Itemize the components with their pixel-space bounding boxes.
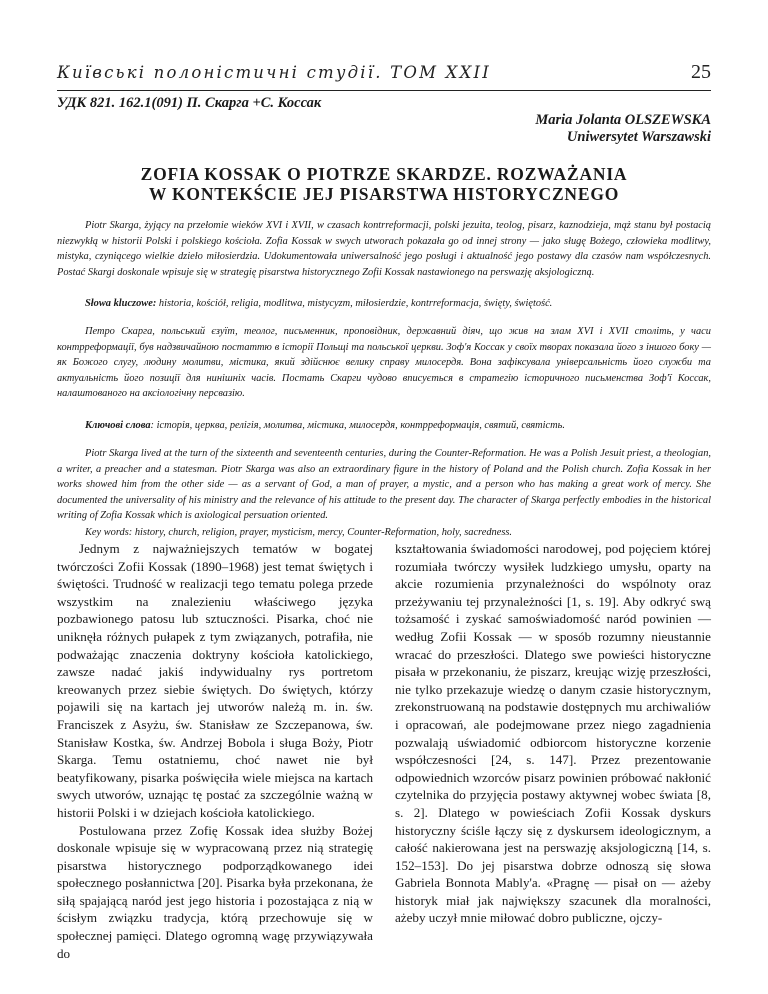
title-line-2: W KONTEKŚCIE JEJ PISARSTWA HISTORYCZNEGO <box>148 184 620 204</box>
body-column-left <box>57 540 373 962</box>
udk-classification: УДК 821. 162.1(091) П. Скарга +С. Коссак <box>57 95 322 111</box>
author-block <box>535 112 711 146</box>
body-column-right <box>395 540 711 927</box>
keywords-ukrainian-list: : історія, церква, релігія, молитва, містика, милосердя, контрреформація, святий, святість. <box>150 420 565 431</box>
running-header <box>57 62 711 91</box>
keywords-polish <box>57 296 711 312</box>
keywords-ukrainian-label: Ключові слова <box>85 420 151 431</box>
body-paragraph: kształtowania świadomości narodowej, pod pojęciem której rozumiała twórczy wysiłek ludzkiego umysłu, oparty na akcie rozumienia przynależności do wspólnoty oraz przeżywaniu tej przynależności [1, s. 19]. Aby odkryć swą tożsamość i zyskać samoświadomość naród powinien — według Zofii Kossak — w sposób rozumny nieustannie wracać do przeszłości. Dlatego swe powieści historyczne pisała w przekonaniu, że piszarz, kreując wizję przeszłości, nie tylko przekazuje wiedzę o danym czasie historycznym, zrekonstruowaną na podstawie dostępnych mu archiwaliów i opracowań, ale podejmowane przez niego zagadnienia pozwalają uświadomić odbiorcom historyczne korzenie współczesności [24, s. 147]. Przez prezentowanie odpowiednich wzorców pisarz powinien próbować nakłonić czytelnika do przyjęcia postawy aktywnej wobec świata [8, s. 2]. Dlatego w powieściach Zofii Kossak dyskurs historyczny ściśle łączy się z dyskursem ideologicznym, a całość nakierowana jest na perswazję aksjologiczną [14, s. 152–153]. Do jej pisarstwa dobrze odnoszą się słowa Gabriela Bonnota Mably'a. «Pragnę — pisał on — ażeby historyk miał jak największy szacunek dla moralności, ażeby uczył mnie miłować dobro publiczne, ojczy- <box>395 541 711 926</box>
journal-title: Київські полоністичні студії. ТОМ XXII <box>57 63 491 82</box>
author-affiliation: Uniwersytet Warszawski <box>566 129 711 145</box>
abstract-ukrainian: Петро Скарга, польський єзуїт, теолог, письменник, проповідник, державний діяч, що жив на злам XVI і XVII століть, у часи контрреформації, був надзвичайною постаттю в історії Польщі та польської церкви. Зоф'я Коссак у своїх творах показала його з іншого боку — як Божого слугу, людину молитви, містика, який здійснює велику справу милосердя. Вона зафіксувала універсальність його служби та актуальність його позиції для нинішніх часів. Постать Скарги чудово вписується в стратегію історичного письменства Зоф'ї Коссак, налаштованого на аксіологічну персвазію. <box>57 326 711 400</box>
keywords-polish-list: historia, kościół, religia, modlitwa, mistycyzm, miłosierdzie, kontrreformacja, święty, świętość. <box>156 298 553 309</box>
page-number: 25 <box>691 61 711 83</box>
body-paragraph: Postulowana przez Zofię Kossak idea służby Bożej doskonale wpisuje się w wypracowaną przez nią strategię pisarstwa historycznego podporządkowanego idei społecznego posłannictwa [20]. Pisarka była przekonana, że siłą spajającą naród jest jego historia i pozostająca z nią w ścisłym związku tradycja, którą przechowuje się w społecznej pamięci. Dlatego ogromną wagę przywiązywała do <box>57 822 373 961</box>
author-name: Maria Jolanta OLSZEWSKA <box>535 112 711 128</box>
title-line-1: ZOFIA KOSSAK O PIOTRZE SKARDZE. ROZWAŻANIA <box>140 164 628 184</box>
keywords-ukrainian <box>57 418 711 434</box>
keywords-english-list: history, church, religion, prayer, mysticism, mercy, Counter-Reformation, holy, sacredness. <box>132 527 513 538</box>
body-paragraph: Jednym z najważniejszych tematów w bogatej twórczości Zofii Kossak (1890–1968) jest temat świętych i świętości. Trudność w realizacji tego tematu polega przede wszystkim na znalezieniu właściwego języka pozbawionego patosu lub sztuczności. Pisarka, choć nie uniknęła różnych pułapek z tym związanych, potrafiła, nie podważając znaczenia doktryny kościoła katolickiego, zawsze nadać jakiś indywidualny rys portretom kreowanych przez siebie świętych. Do świętych, którzy pojawili się na kartach jej utworów należą m. in. św. Franciszek z Asyżu, św. Stanisław ze Szczepanowa, św. Stanisław Kostka, św. Andrzej Bobola i sługa Boży, Piotr Skarga. Temu ostatniemu, choć nawet nie był beatyfikowany, pisarka poświęciła wiele miejsca na kartach swych utworów, uznając tę postać za szczególnie ważną w historii Polski i w dziejach kościoła katolickiego. <box>57 541 373 820</box>
keywords-polish-label: Słowa kluczowe: <box>85 298 157 309</box>
keywords-english <box>57 525 711 541</box>
keywords-english-label: Key words: <box>85 527 133 538</box>
article-title <box>57 164 711 204</box>
abstract-english: Piotr Skarga lived at the turn of the sixteenth and seventeenth centuries, during the Counter-Reformation. He was a Polish Jesuit priest, a theologian, a writer, a preacher and a statesman. Piotr Skarga was also an extraordinary figure in the history of Poland and the Polish church. Zofia Kossak in her works showed him from the other side — as a servant of God, a man of prayer, a mystic, and a person who has making a great work of mercy. She documented the universality of his ministry and the relevance of his attitude to the present day. The character of Skarga perfectly embodies in the historical writing of Zofia Kossak which is axiological persuation oriented. <box>57 448 711 522</box>
abstract-polish: Piotr Skarga, żyjący na przełomie wieków XVI i XVII, w czasach kontrreformacji, polski jezuita, teolog, pisarz, kaznodzieja, mąż stanu był postacią niezwykłą w historii Polski i polskiego kościoła. Zofia Kossak w swych utworach pokazała go od innej strony — jako sługę Bożego, człowieka modlitwy, mistyka, czyniącego wielkie dzieło miłosierdzia. Udokumentowała uniwersalność jego posługi i aktualność jego postawy dla czasów nam współczesnych. Postać Skargi doskonale wpisuje się w strategię pisarstwa historycznego Zofii Kossak nastawionego na perswazję aksjologiczną. <box>57 220 711 278</box>
